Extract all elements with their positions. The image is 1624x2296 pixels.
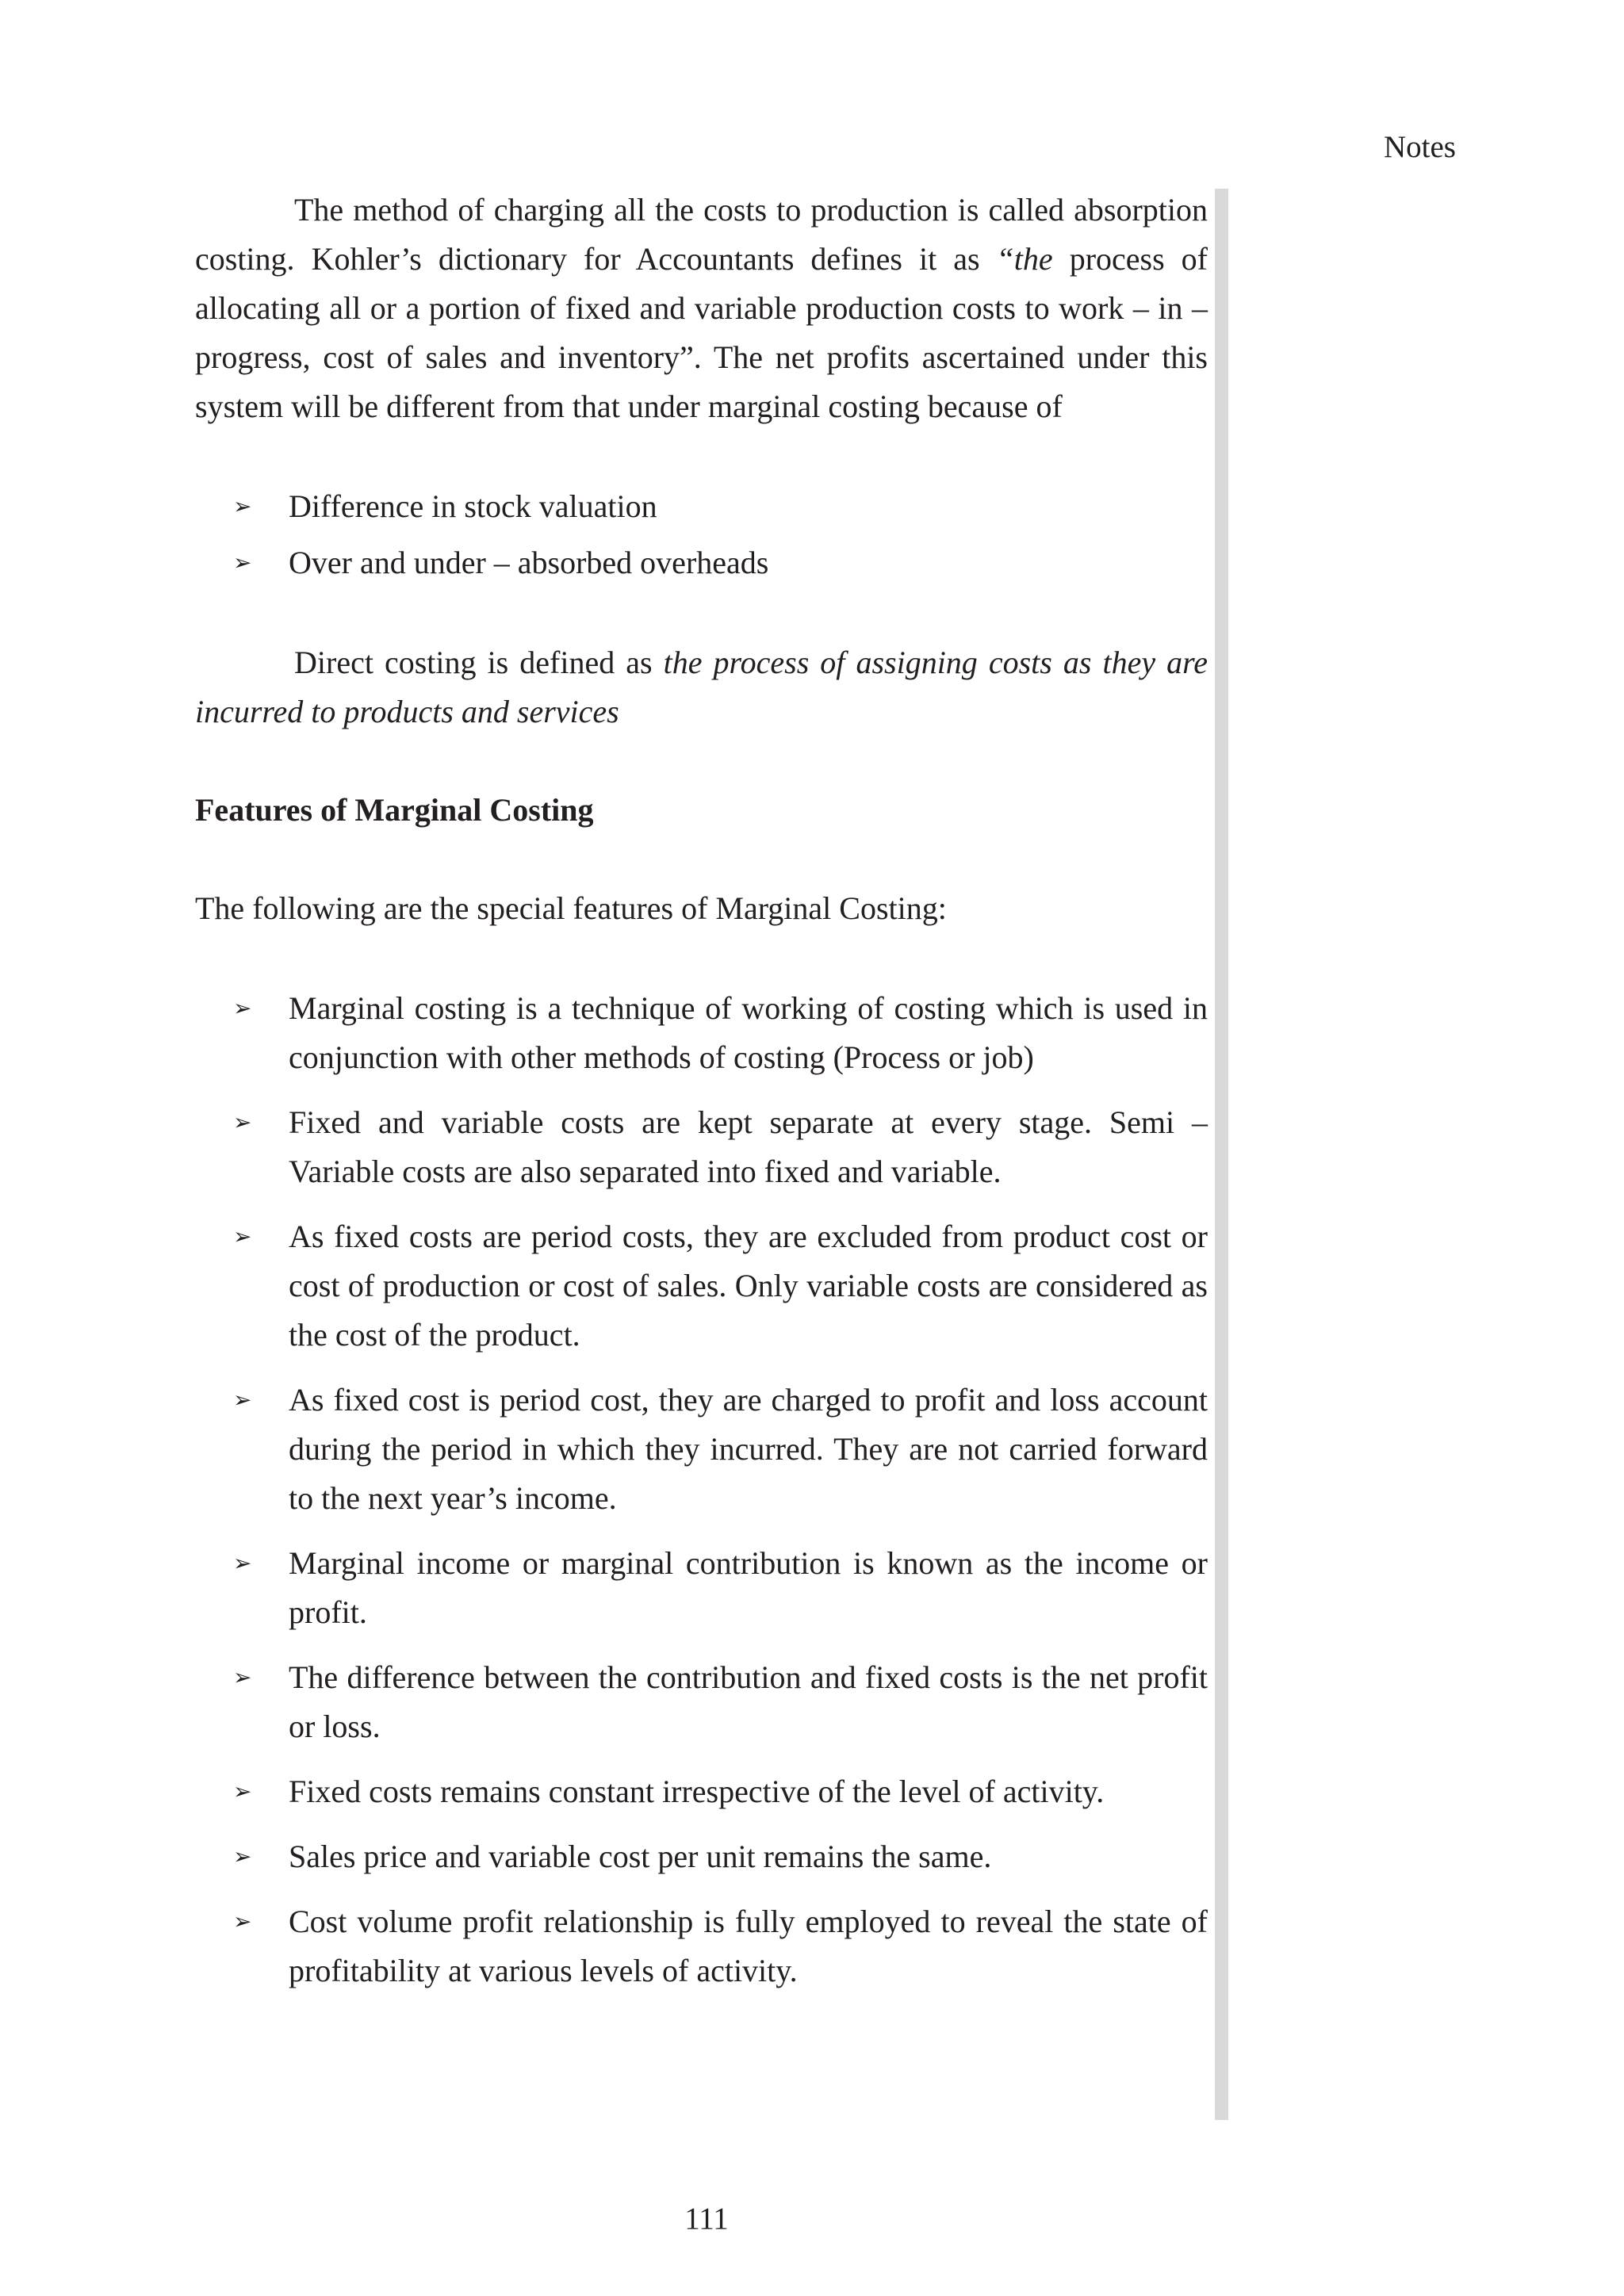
- list-item-text: The difference between the contribution and fixed costs is the net profit or loss.: [289, 1659, 1208, 1744]
- intro-paragraph: [195, 186, 1208, 431]
- page-number: 111: [684, 2202, 729, 2236]
- list-item-text: As fixed cost is period cost, they are charged to profit and loss account during the period in which they incurred. They are not carried forward to the next year’s income.: [289, 1382, 1208, 1516]
- list-item-text: Difference in stock valuation: [289, 488, 657, 524]
- bullet-arrow-icon: ➢: [233, 1550, 252, 1576]
- list-item-text: Fixed costs remains constant irrespective of the level of activity.: [289, 1774, 1105, 1809]
- page-content: [195, 186, 1208, 1996]
- bullet-arrow-icon: ➢: [233, 549, 252, 576]
- list-item: [195, 1832, 1208, 1881]
- intro-text-2: process of allocating all or a portion of fixed and variable production costs to work – in – progress, cost of sales and inventory”. The net profits ascertained under this system will be different from that under marginal costing because of: [195, 241, 1208, 424]
- list-item-text: Marginal income or marginal contribution is known as the income or profit.: [289, 1545, 1208, 1630]
- list-item: [195, 482, 1208, 531]
- features-heading: Features of Marginal Costing: [195, 792, 594, 828]
- list-item: [195, 1539, 1208, 1637]
- list-item: [195, 1767, 1208, 1816]
- notes-label: Notes: [1384, 130, 1456, 164]
- bullet-arrow-icon: ➢: [233, 1843, 252, 1869]
- list-item: [195, 538, 1208, 587]
- intro-text-1: The method of charging all the costs to production is called absorption costing. Kohler’s dictionary for Accountants defines it as: [195, 192, 1208, 277]
- list-item: [195, 1376, 1208, 1523]
- bullet-arrow-icon: ➢: [233, 493, 252, 519]
- bullet-arrow-icon: ➢: [233, 1908, 252, 1934]
- list-item-text: Marginal costing is a technique of working of costing which is used in conjunction with other methods of costing (Process or job): [289, 990, 1208, 1075]
- intro-quote-italic: “the: [996, 241, 1053, 277]
- list-item-text: Cost volume profit relationship is fully employed to reveal the state of profitability at various levels of activity.: [289, 1904, 1208, 1988]
- direct-costing-text: Direct costing is defined as: [294, 645, 664, 680]
- bullet-arrow-icon: ➢: [233, 1387, 252, 1413]
- direct-costing-paragraph: [195, 638, 1208, 737]
- list-item-text: As fixed costs are period costs, they are excluded from product cost or cost of production or cost of sales. Only variable costs are considered as the cost of the product.: [289, 1219, 1208, 1353]
- list-item-text: Over and under – absorbed overheads: [289, 545, 769, 580]
- reasons-list: [195, 482, 1208, 587]
- bullet-arrow-icon: ➢: [233, 995, 252, 1021]
- features-intro: The following are the special features of Marginal Costing:: [195, 890, 947, 926]
- bullet-arrow-icon: ➢: [233, 1109, 252, 1135]
- list-item: [195, 1098, 1208, 1196]
- bullet-arrow-icon: ➢: [233, 1664, 252, 1690]
- list-item: [195, 1653, 1208, 1751]
- direct-costing-definition: the process of assigning costs as they are incurred to products and services: [195, 645, 1208, 729]
- margin-bar: [1215, 189, 1228, 2120]
- bullet-arrow-icon: ➢: [233, 1223, 252, 1249]
- list-item-text: Sales price and variable cost per unit remains the same.: [289, 1839, 992, 1874]
- list-item: [195, 1897, 1208, 1996]
- list-item-text: Fixed and variable costs are kept separate at every stage. Semi – Variable costs are also separated into fixed and variable.: [289, 1104, 1208, 1189]
- features-list: [195, 984, 1208, 1996]
- bullet-arrow-icon: ➢: [233, 1778, 252, 1804]
- list-item: [195, 984, 1208, 1082]
- list-item: [195, 1212, 1208, 1360]
